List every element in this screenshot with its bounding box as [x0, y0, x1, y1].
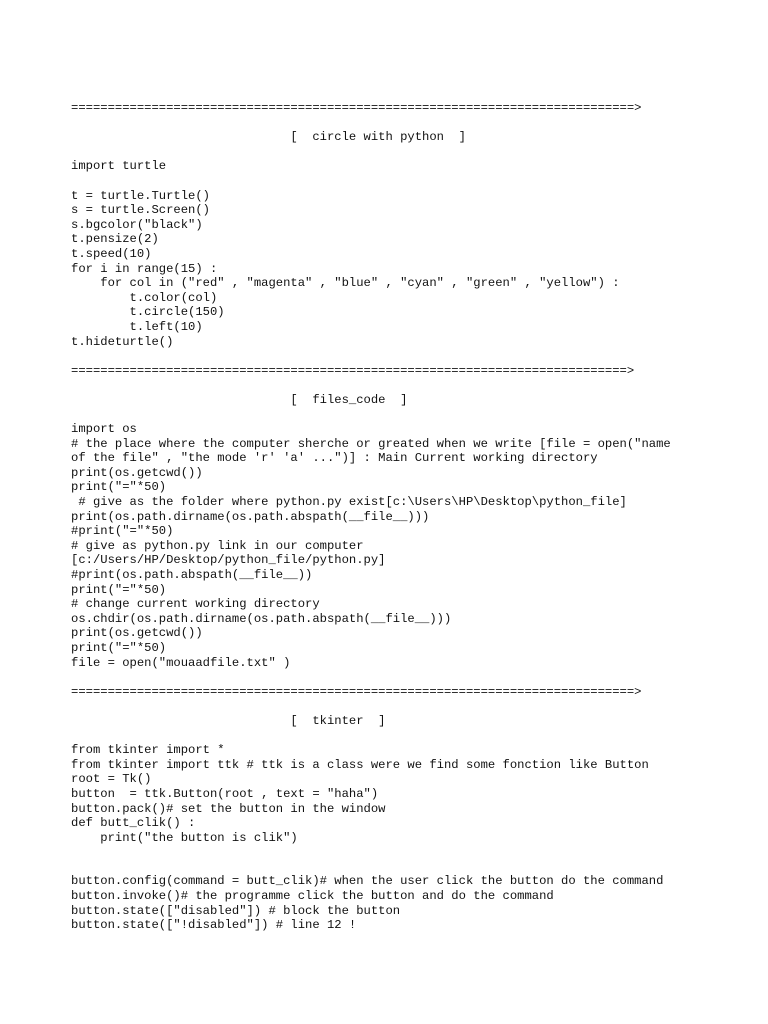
- code-line: print("="*50): [71, 640, 167, 655]
- code-line: [71, 845, 761, 860]
- code-line: os.chdir(os.path.dirname(os.path.abspath(__file__))): [71, 611, 452, 626]
- code-line: t = turtle.Turtle(): [71, 188, 210, 203]
- code-line: t.circle(150): [71, 305, 225, 320]
- separator-line: =============================================================================>: [71, 101, 642, 115]
- code-line: button.config(command = butt_clik)# when the user click the button do the command: [71, 874, 664, 889]
- code-line: t.color(col): [71, 290, 218, 305]
- code-line: import os: [71, 422, 137, 437]
- code-line: button.pack()# set the button in the window: [71, 801, 386, 816]
- separator-line: ============================================================================>: [71, 363, 635, 378]
- section-title: [ tkinter ]: [71, 713, 386, 728]
- section-title: [ circle with python ]: [71, 130, 466, 145]
- code-line: from tkinter import ttk # ttk is a class were we find some fonction like Button: [71, 757, 649, 772]
- document-page: [71, 101, 761, 947]
- code-line: t.pensize(2): [71, 232, 159, 247]
- separator-line: =============================================================================>: [71, 684, 642, 699]
- code-line: s = turtle.Screen(): [71, 203, 210, 218]
- section-files-code: [71, 364, 761, 670]
- code-line: # change current working directory: [71, 597, 320, 612]
- code-line: for i in range(15) :: [71, 261, 218, 276]
- code-line: [71, 174, 761, 189]
- code-line: print(os.getcwd()): [71, 465, 203, 480]
- code-line: import turtle: [71, 159, 167, 174]
- code-line: print("="*50): [71, 480, 167, 495]
- code-line: #print("="*50): [71, 524, 174, 539]
- code-line: print(os.path.dirname(os.path.abspath(__file__))): [71, 509, 430, 524]
- code-line: for col in ("red" , "magenta" , "blue" , "cyan" , "green" , "yellow") :: [71, 276, 620, 291]
- code-line: # give as python.py link in our computer: [71, 538, 364, 553]
- section-circle-with-python: [71, 101, 761, 349]
- code-line: t.speed(10): [71, 246, 152, 261]
- code-line: [71, 860, 761, 875]
- code-block: [71, 159, 761, 349]
- code-line: print("="*50): [71, 582, 167, 597]
- code-line: t.left(10): [71, 319, 203, 334]
- code-line: s.bgcolor("black"): [71, 217, 203, 232]
- code-line: t.hideturtle(): [71, 334, 174, 349]
- code-line: #print(os.path.abspath(__file__)): [71, 568, 313, 582]
- code-line: # give as the folder where python.py exist[c:\Users\HP\Desktop\python_file]: [71, 495, 627, 510]
- code-line: [c:/Users/HP/Desktop/python_file/python.py]: [71, 553, 386, 568]
- code-line: root = Tk(): [71, 772, 152, 787]
- code-line: button = ttk.Button(root , text = "haha"): [71, 786, 379, 801]
- code-line: from tkinter import *: [71, 743, 225, 758]
- code-line: of the file" , "the mode 'r' 'a' ...")] : Main Current working directory: [71, 451, 598, 466]
- code-block: [71, 422, 761, 670]
- code-line: print(os.getcwd()): [71, 626, 203, 641]
- code-line: # the place where the computer sherche or greated when we write [file = open("name: [71, 436, 671, 451]
- code-line: button.state(["!disabled"]) # line 12 !: [71, 918, 357, 933]
- code-line: button.invoke()# the programme click the button and do the command: [71, 889, 554, 904]
- code-block: [71, 743, 761, 933]
- section-title: [ files_code ]: [71, 392, 408, 407]
- section-tkinter: [71, 685, 761, 933]
- code-line: file = open("mouaadfile.txt" ): [71, 655, 291, 670]
- code-line: def butt_clik() :: [71, 816, 196, 831]
- code-line: print("the button is clik"): [71, 830, 298, 845]
- code-line: button.state(["disabled"]) # block the button: [71, 903, 401, 918]
